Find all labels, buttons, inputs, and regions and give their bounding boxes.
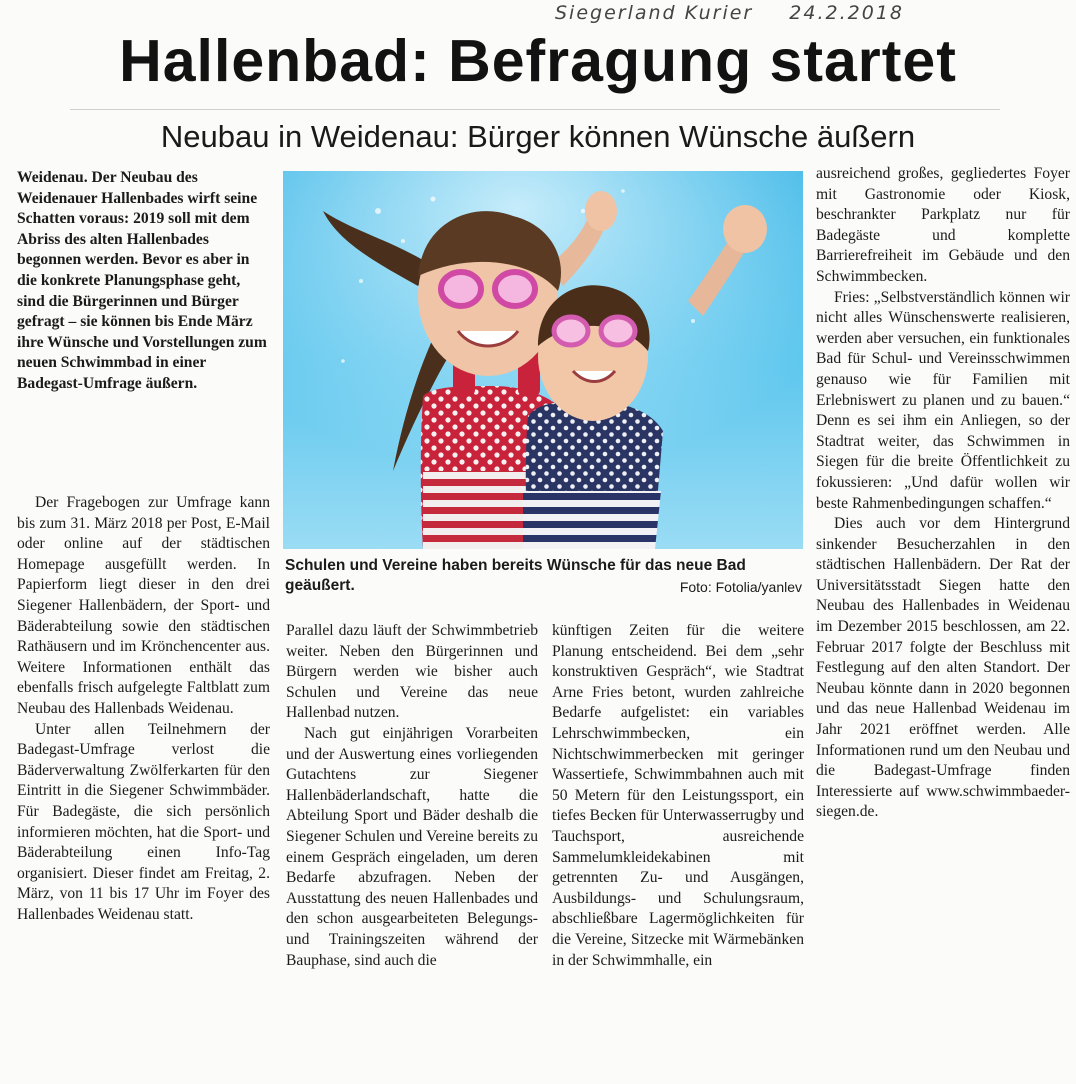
- headline-rule: [70, 109, 1000, 110]
- swimming-girls-photo: [283, 171, 803, 549]
- photo-credit: Foto: Fotolia/yanlev: [679, 579, 802, 595]
- col4-paragraph-1: ausreichend großes, gegliedertes Foyer mit Gastronomie oder Kiosk, beschrankter Parkplatz nur für Badegäste und komplette Barrierefreiheit im Gebäude und den Schwimmbecken.: [816, 165, 1070, 285]
- column-2: [286, 621, 538, 1083]
- col2-paragraph-1: Parallel dazu läuft der Schwimmbetrieb weiter. Neben den Bürgerinnen und Bürgern werden wie bisher auch Schulen und Vereine das neue Hallenbad nutzen.: [286, 622, 538, 722]
- lead-paragraph: Weidenau. Der Neubau des Weidenauer Hallenbades wirft seine Schatten voraus: 2019 soll mit dem Abriss des alten Hallenbades begonnen werden. Bevor es aber in die konkrete Planungsphase geht, sind die Bürgerinnen und Bürger gefragt – sie können bis Ende März ihre Wünsche und Vorstellungen zum neuen Schwimmbad in einer Badegast-Umfrage äußern.: [17, 169, 267, 392]
- col4-paragraph-3: Dies auch vor dem Hintergrund sinkender Besucherzahlen in den städtischen Hallenbädern. Der Rat der Universitätsstadt Siegen hatte den Neubau des Hallenbades in Weidenau im Dezember 2015 beschlossen, am 22. Februar 2017 folgte der Beschluss mit Festlegung auf den alten Standort. Der Neubau könnte dann in 2020 begonnen und das neue Hallenbad Weidenau im Jahr 2021 eröffnet werden. Alle Informationen rund um den Neubau und die Badegast-Umfrage finden Interessierte auf www.schwimmbaeder-siegen.de.: [816, 515, 1070, 821]
- col2-paragraph-2: Nach gut einjährigen Vorarbeiten und der Auswertung eines vorliegenden Gutachtens zur Siegener Hallenbäderlandschaft, hatte die Abteilung Sport und Bäder deshalb die Siegener Schulen und Vereine bereits zu einem Gespräch eingeladen, um deren Bedarfe abzufragen. Neben der Ausstattung des neuen Hallenbades und den schon ausgearbeiteten Belegungs- und Trainingszeiten während der Bauphase, sind auch die: [286, 724, 538, 969]
- col1-paragraph-1: Der Fragebogen zur Umfrage kann bis zum 31. März 2018 per Post, E-Mail oder online auf der städtischen Homepage ausgefüllt werden. In Papierform liegt dieser in den drei Siegener Hallenbädern, der Sport- und Bäderabteilung sowie den städtischen Rathäusern und im Krönchencenter aus. Weitere Informationen enthält das ebenfalls frisch aufgelegte Faltblatt zum Neubau des Hallenbads Weidenau.: [17, 494, 270, 717]
- photo-caption: Schulen und Vereine haben bereits Wünsche für das neue Bad geäußert.: [285, 557, 746, 594]
- headline: Hallenbad: Befragung startet: [119, 28, 957, 94]
- column-4: [816, 164, 1070, 1084]
- article-photo: [283, 171, 803, 549]
- col1-paragraph-2: Unter allen Teilnehmern der Badegast-Umfrage verlost die Bäderverwaltung Zwölferkarten für den Eintritt in die Siegener Schwimmbäder. Für Badegäste, die sich persönlich informieren möchten, hat die Sport- und Bäderabteilung einen Info-Tag organisiert. Dieser findet am Freitag, 2. März, von 11 bis 17 Uhr im Foyer des Hallenbades Weidenau statt.: [17, 720, 270, 923]
- handwritten-source: Siegerland Kurier: [555, 2, 754, 24]
- col3-paragraph-1: künftigen Zeiten für die weitere Planung entscheidend. Bei dem „sehr konstruktiven Gespräch“, wie Stadtrat Arne Fries betont, wurden zahlreiche Bedarfe aufgelistet: ein variables Lehrschwimmbecken, ein Nichtschwimmerbecken mit geringer Wassertiefe, Schwimmbahnen auch mit 50 Metern für den Leistungssport, ein tiefes Becken für Unterwasserrugby und Tauchsport, ausreichende Sammelumkleidekabinen mit getrennten Zu- und Ausgängen, Ausbildungs- und Schulungsraum, abschließbare Lagermöglichkeiten für die Vereine, Sitzecke mit Wärmebänken in der Schwimmhalle, ein: [552, 622, 804, 969]
- column-3: [552, 621, 804, 1083]
- column-1: [17, 493, 270, 1083]
- subheadline: Neubau in Weidenau: Bürger können Wünsche äußern: [160, 119, 916, 154]
- handwritten-date: 24.2.2018: [789, 2, 904, 24]
- col4-paragraph-2: Fries: „Selbstverständlich können wir nicht alles Wünschenswerte realisieren, werden aber versuchen, ein funktionales Bad für Schul- und Vereinsschwimmen genauso wie für Familien mit Erlebniswert zu planen und zu bauen.“ Denn es sei ihm ein Anliegen, so der Stadtrat weiter, das Schwimmen in Siegen für die breite Öffentlichkeit zu fokussieren: „Und dafür wollen wir beste Rahmenbedingungen schaffen.“: [816, 288, 1070, 512]
